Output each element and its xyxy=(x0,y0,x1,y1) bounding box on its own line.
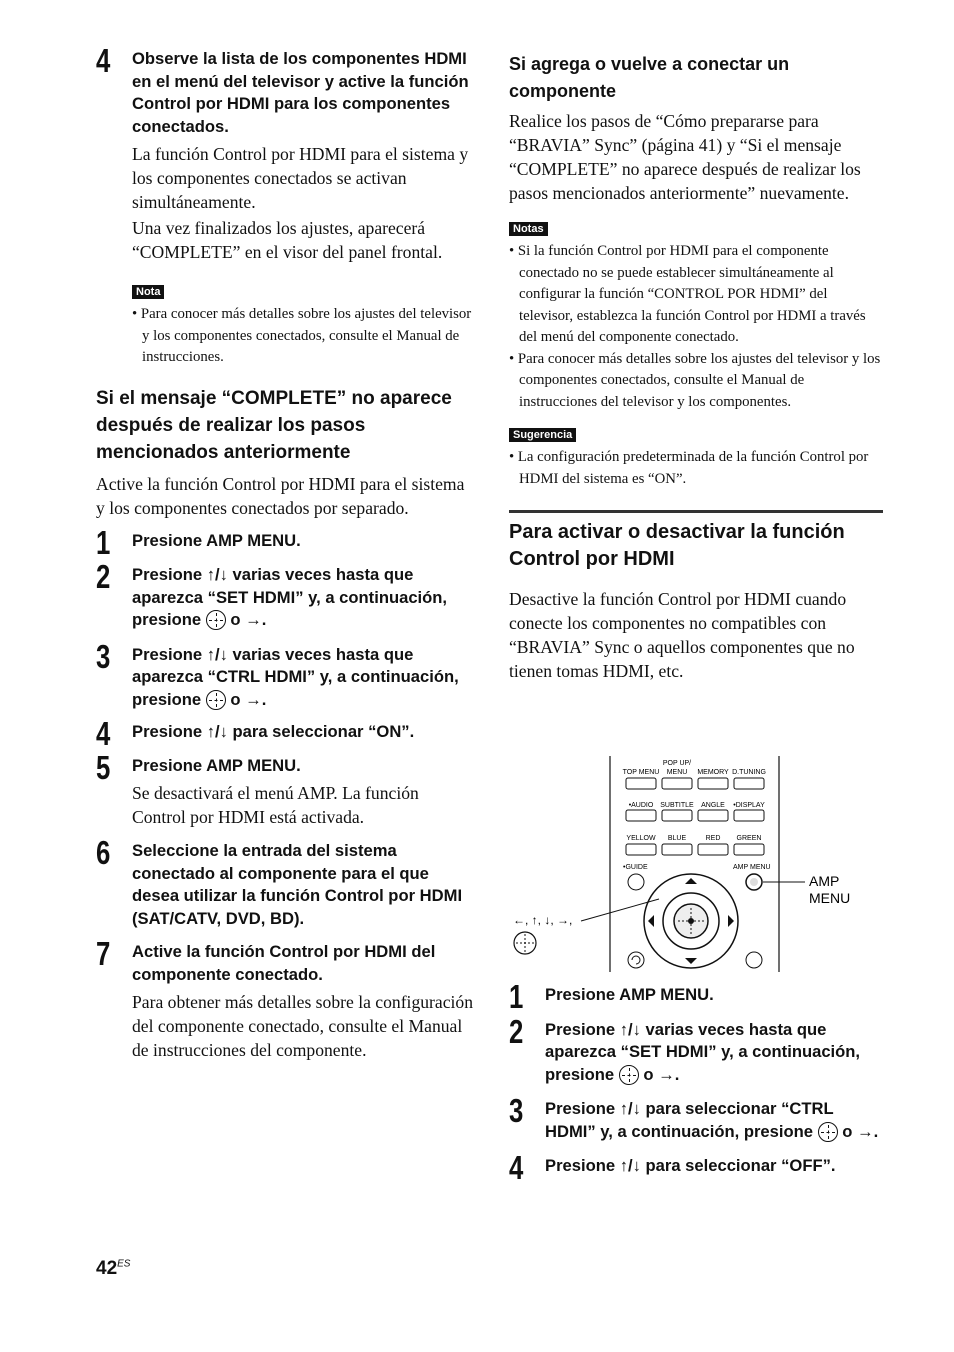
step-number: 2 xyxy=(509,1012,524,1050)
step-text-post: o →. xyxy=(230,610,267,629)
step-text xyxy=(545,1098,883,1143)
label-popup: POP UP/ xyxy=(662,760,692,767)
step-text xyxy=(132,644,474,712)
remote-illustration xyxy=(509,754,883,976)
section-rule xyxy=(509,510,883,513)
step-number: 3 xyxy=(509,1092,524,1129)
left-column xyxy=(96,0,474,1062)
section-body: Desactive la función Control por HDMI cuando conecte los componentes no compatibles con “BRAVIA” Sync o aquellos componentes que no tienen tomas HDMI, etc. xyxy=(509,589,855,681)
section-heading: Si el mensaje “COMPLETE” no aparece después de realizar los pasos mencionados anteriormente xyxy=(96,387,452,463)
page-number-suffix: ES xyxy=(117,1258,131,1270)
remote-svg xyxy=(509,754,883,976)
label-dtuning: D.TUNING xyxy=(732,769,766,776)
display-button xyxy=(734,810,764,821)
top-menu-button xyxy=(626,778,656,789)
right-steps xyxy=(509,978,883,1186)
step-4 xyxy=(96,42,474,138)
sugerencia-badge: Sugerencia xyxy=(509,428,576,442)
label-green: GREEN xyxy=(736,835,762,842)
label-red: RED xyxy=(705,835,721,842)
popup-menu-button xyxy=(662,778,692,789)
nota-text: • Para conocer más detalles sobre los ajustes del televisor y los componentes conectados, consulte el Manual de instrucciones. xyxy=(132,306,472,365)
step-number: 2 xyxy=(96,558,111,595)
step-3 xyxy=(96,637,474,712)
step-body: Una vez finalizados los ajustes, aparecerá “COMPLETE” en el visor del panel frontal. xyxy=(132,218,443,262)
blue-button xyxy=(662,844,692,855)
step-text: Presione ↑/↓ para seleccionar “ON”. xyxy=(132,722,415,741)
subtitle-button xyxy=(662,810,692,821)
label-menu: MENU xyxy=(666,769,688,776)
dtuning-button xyxy=(734,778,764,789)
label-memory: MEMORY xyxy=(697,769,729,776)
notas-badge: Notas xyxy=(509,222,548,236)
memory-button xyxy=(698,778,728,789)
enter-button-icon xyxy=(619,1065,639,1085)
label-audio: •AUDIO xyxy=(628,802,654,809)
step-text-post: o →. xyxy=(842,1121,879,1141)
options-button xyxy=(746,952,762,968)
step-body: Para obtener más detalles sobre la configuración del componente conectado, consulte el Manual de instrucciones del componente. xyxy=(132,992,473,1060)
step-7 xyxy=(96,935,474,986)
step-text-pre: Presione ↑/↓ varias veces hasta que aparezca “CTRL HDMI” y, a continuación, presione xyxy=(132,644,459,709)
label-top-menu: TOP MENU xyxy=(622,769,660,776)
label-amp-menu: AMP MENU xyxy=(733,864,771,871)
guide-button xyxy=(628,874,644,890)
step-body: Se desactivará el menú AMP. La función Control por HDMI está activada. xyxy=(132,783,419,827)
label-display: •DISPLAY xyxy=(733,802,765,809)
amp-callout-2: MENU xyxy=(809,890,851,906)
step-5 xyxy=(96,748,474,786)
step-1 xyxy=(509,978,883,1015)
label-yellow: YELLOW xyxy=(626,835,656,842)
step-text-pre: Presione ↑/↓ varias veces hasta que aparezca “SET HDMI” y, a continuación, presione xyxy=(132,565,448,629)
nota-item: • Para conocer más detalles sobre los ajustes del televisor y los componentes conectados, consulte el Manual de instrucciones del televisor y los componentes. xyxy=(509,350,881,410)
red-button xyxy=(698,844,728,855)
step-text-pre: Presione ↑/↓ varias veces hasta que aparezca “SET HDMI” y, a continuación, presione xyxy=(545,1019,861,1084)
page-number xyxy=(96,1258,130,1280)
step-number: 4 xyxy=(96,715,111,752)
yellow-button xyxy=(626,844,656,855)
angle-button xyxy=(698,810,728,821)
step-number: 4 xyxy=(96,42,111,79)
amp-callout-1: AMP xyxy=(809,873,840,889)
step-text xyxy=(545,1019,883,1087)
step-4 xyxy=(509,1149,883,1186)
label-angle: ANGLE xyxy=(701,802,725,809)
step-2 xyxy=(509,1012,883,1087)
step-number: 4 xyxy=(509,1149,524,1186)
green-button xyxy=(734,844,764,855)
step-number: 7 xyxy=(96,935,111,972)
sugerencia-text: • La configuración predeterminada de la función Control por HDMI del sistema es “ON”. xyxy=(509,449,869,487)
page-number-value: 42 xyxy=(96,1258,118,1279)
nota-item: • Si la función Control por HDMI para el componente conectado no se puede establecer simultáneamente al configurar la función “CONTROL POR HDMI” del televisor, establezca la función Control por HDMI a través del menú del componente conectado. xyxy=(509,243,866,345)
step-text: Presione AMP MENU. xyxy=(132,530,301,550)
step-number: 5 xyxy=(96,748,111,786)
audio-button xyxy=(626,810,656,821)
step-text: Observe la lista de los componentes HDMI en el menú del televisor y active la función Control por HDMI para los componentes conectados. xyxy=(132,49,469,136)
arrows-callout: ←, ↑, ↓, →, xyxy=(513,913,573,927)
label-subtitle: SUBTITLE xyxy=(660,802,694,809)
enter-button-icon xyxy=(206,610,226,630)
step-3 xyxy=(509,1092,883,1143)
step-text: Presione AMP MENU. xyxy=(545,985,714,1004)
nota-badge: Nota xyxy=(132,285,164,299)
enter-button-icon xyxy=(818,1122,838,1142)
right-column xyxy=(509,0,883,683)
step-text-pre: Presione ↑/↓ para seleccionar “CTRL HDMI” y, a continuación, presione xyxy=(545,1099,834,1141)
section-heading: Si agrega o vuelve a conectar un componente xyxy=(509,54,790,101)
label-blue: BLUE xyxy=(667,835,687,842)
section-heading: Para activar o desactivar la función Control por HDMI xyxy=(509,521,845,570)
step-number: 3 xyxy=(96,637,111,675)
step-text: Active la función Control por HDMI del componente conectado. xyxy=(132,942,436,984)
label-guide: •GUIDE xyxy=(623,864,648,871)
step-text: Presione AMP MENU. xyxy=(132,755,301,775)
step-text: Presione ↑/↓ para seleccionar “OFF”. xyxy=(545,1156,836,1175)
step-1 xyxy=(96,523,474,561)
step-number: 1 xyxy=(96,523,111,561)
step-4b xyxy=(96,715,474,752)
step-2 xyxy=(96,558,474,632)
step-number: 1 xyxy=(509,978,524,1015)
step-text-post: o →. xyxy=(643,1064,680,1084)
return-button xyxy=(628,952,644,968)
step-text: Seleccione la entrada del sistema conectado al componente para el que desea utilizar la función Control por HDMI (SAT/CATV, DVD, BD). xyxy=(132,841,463,928)
enter-button-icon xyxy=(206,690,226,710)
section-body: Realice los pasos de “Cómo prepararse para “BRAVIA” Sync” (página 41) y “Si el mensaje “COMPLETE” no aparece después de realizar los pasos mencionados anteriormente” nuevamente. xyxy=(509,111,861,203)
step-number: 6 xyxy=(96,834,111,871)
step-body: La función Control por HDMI para el sistema y los componentes conectados se activan simultáneamente. xyxy=(132,144,469,212)
intro-text: Active la función Control por HDMI para el sistema y los componentes conectados por separado. xyxy=(96,473,465,518)
step-6 xyxy=(96,834,474,930)
step-text xyxy=(132,564,474,632)
step-text-post: o →. xyxy=(230,689,267,709)
